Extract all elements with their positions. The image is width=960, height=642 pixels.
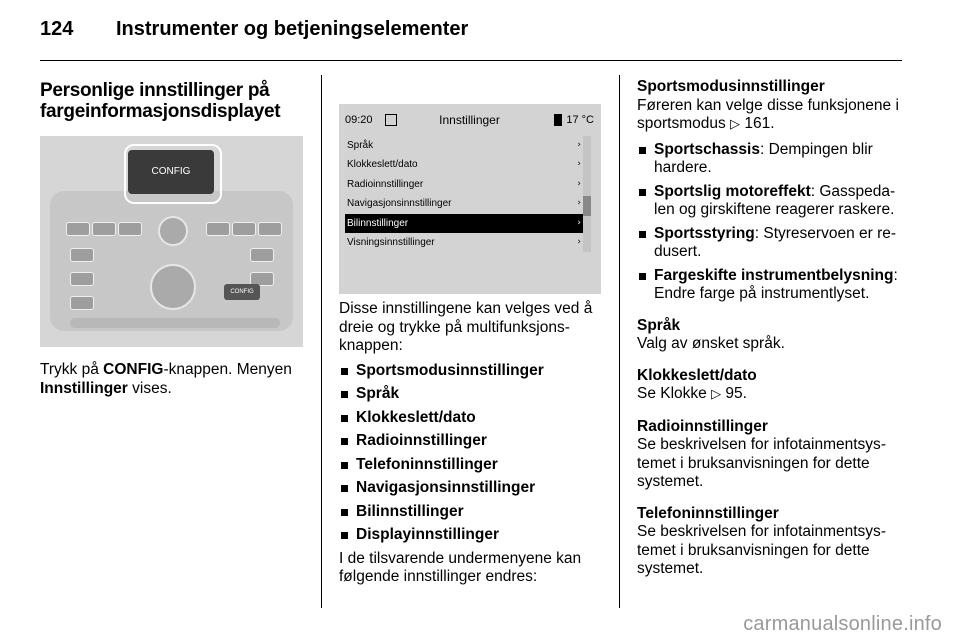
clock-readout: 09:20 bbox=[345, 114, 373, 126]
bullet-square-icon bbox=[341, 509, 348, 516]
bullet-item bbox=[637, 267, 902, 304]
chapter-title: Instrumenter og betjeningselementer bbox=[116, 18, 469, 40]
bullet-item bbox=[339, 456, 601, 475]
chevron-right-icon: › bbox=[577, 178, 581, 189]
language-text: Valg av ønsket språk. bbox=[637, 335, 785, 352]
header-rule bbox=[40, 60, 902, 61]
bullet-square-icon bbox=[639, 231, 646, 238]
bullet-item bbox=[339, 432, 601, 451]
bullet-text: Sportslig motoreffekt: Gasspedalen og girskiftene reagerer raskere. bbox=[654, 182, 896, 218]
sports-list bbox=[637, 141, 902, 304]
bullet-square-icon bbox=[341, 462, 348, 469]
settings-menu-screenshot bbox=[339, 104, 601, 294]
bullet-item bbox=[339, 526, 601, 545]
phone-heading: Telefoninnstillinger bbox=[637, 504, 779, 522]
sports-intro: Føreren kan velge disse funksjonene i sportsmodus ▷ 161. bbox=[637, 96, 899, 132]
bullet-text: Bilinnstillinger bbox=[356, 502, 464, 520]
menu-item[interactable] bbox=[345, 175, 583, 194]
cd-slot bbox=[70, 318, 280, 328]
chevron-right-icon: › bbox=[577, 159, 581, 170]
menu-status-bar bbox=[345, 110, 594, 130]
bullet-item bbox=[339, 362, 601, 381]
clock-icon bbox=[385, 114, 397, 126]
bullet-square-icon bbox=[341, 415, 348, 422]
chevron-right-icon: › bbox=[577, 140, 581, 150]
bullet-square-icon bbox=[341, 368, 348, 375]
bullet-square-icon bbox=[341, 532, 348, 539]
page-header bbox=[40, 18, 468, 41]
radio-heading: Radioinnstillinger bbox=[637, 417, 768, 435]
bullet-text: Radioinnstillinger bbox=[356, 432, 487, 449]
bullet-square-icon bbox=[639, 189, 646, 196]
bullet-text: Telefoninnstillinger bbox=[356, 455, 498, 473]
thermometer-icon bbox=[554, 114, 562, 126]
bullet-item bbox=[339, 503, 601, 522]
bullet-item bbox=[637, 183, 902, 220]
column-divider-1 bbox=[321, 75, 322, 608]
bullet-text: Displayinnstillinger bbox=[356, 526, 499, 543]
column-1 bbox=[40, 80, 303, 398]
bullet-text: Klokkeslett/dato bbox=[356, 408, 476, 426]
menu-title: Innstillinger bbox=[439, 113, 500, 127]
bullet-text: Fargeskifte instrumentbelysning: Endre farge på instrumentlyset. bbox=[654, 266, 898, 302]
bullet-text: Sportsmodusinnstillinger bbox=[356, 361, 544, 379]
phone-text: Se beskrivelsen for infotainmentsystemet i bruksanvisningen for dette systemet. bbox=[637, 523, 886, 577]
bullet-square-icon bbox=[341, 391, 348, 398]
bullet-square-icon bbox=[639, 273, 646, 280]
volume-knob bbox=[158, 216, 188, 246]
menu-item[interactable] bbox=[345, 136, 583, 155]
menu-item-label: Bilinnstillinger bbox=[347, 217, 409, 229]
language-heading: Språk bbox=[637, 316, 681, 334]
bullet-square-icon bbox=[341, 438, 348, 445]
radio-text: Se beskrivelsen for infotainmentsystemet i bruksanvisningen for dette systemet. bbox=[637, 436, 886, 490]
reference-arrow-icon: ▷ bbox=[711, 387, 722, 402]
column-2 bbox=[339, 300, 601, 587]
bullet-item bbox=[637, 141, 902, 178]
menu-item-label: Radioinnstillinger bbox=[347, 178, 424, 190]
instruction-text: Trykk på CONFIG-knappen. Menyen Innstillinger vises. bbox=[40, 361, 292, 397]
reference-arrow-icon: ▷ bbox=[730, 117, 741, 132]
chevron-right-icon: › bbox=[577, 198, 581, 209]
menu-item[interactable] bbox=[345, 194, 583, 213]
dashboard-photo bbox=[40, 136, 303, 347]
menu-scrollbar bbox=[583, 136, 591, 252]
menu-item-label: Navigasjonsinnstillinger bbox=[347, 198, 452, 210]
menu-item[interactable] bbox=[345, 155, 583, 174]
menu-item[interactable] bbox=[345, 233, 583, 252]
page-number: 124 bbox=[40, 18, 74, 40]
column-3 bbox=[637, 78, 902, 579]
menu-list bbox=[345, 136, 583, 252]
section-heading: Personlige innstillinger på fargeinformasjonsdisplayet bbox=[40, 80, 281, 122]
menu-item-label: Klokkeslett/dato bbox=[347, 159, 418, 171]
bullet-item bbox=[339, 479, 601, 498]
bullet-item bbox=[339, 409, 601, 428]
bullet-text: Navigasjonsinnstillinger bbox=[356, 479, 536, 496]
display-screen: CONFIG bbox=[128, 150, 214, 194]
magnifier-callout bbox=[124, 144, 222, 204]
clock-heading: Klokkeslett/dato bbox=[637, 366, 757, 384]
bullet-text: Språk bbox=[356, 385, 400, 402]
config-button: CONFIG bbox=[224, 284, 260, 300]
column-divider-2 bbox=[619, 75, 620, 608]
clock-text: Se Klokke ▷ 95. bbox=[637, 385, 747, 402]
scrollbar-thumb bbox=[583, 196, 591, 216]
watermark: carmanualsonline.info bbox=[743, 613, 942, 635]
multifunction-knob bbox=[150, 264, 196, 310]
settings-list bbox=[339, 362, 601, 545]
temperature-readout: 17 °C bbox=[536, 114, 594, 126]
bullet-text: Sportschassis: Dempingen blir hardere. bbox=[654, 140, 873, 176]
sports-heading: Sportsmodusinnstillinger bbox=[637, 78, 825, 95]
chevron-right-icon: › bbox=[577, 236, 581, 247]
chevron-right-icon: › bbox=[577, 217, 581, 228]
bullet-item bbox=[339, 385, 601, 404]
bullet-square-icon bbox=[639, 147, 646, 154]
menu-item-label: Visningsinnstillinger bbox=[347, 236, 435, 248]
menu-item[interactable] bbox=[345, 214, 583, 233]
bullet-text: Sportsstyring: Styreservoen er redusert. bbox=[654, 224, 897, 260]
outro-text: I de tilsvarende undermenyene kan følgende innstillinger endres: bbox=[339, 549, 582, 585]
bullet-item bbox=[637, 225, 902, 262]
bullet-square-icon bbox=[341, 485, 348, 492]
menu-item-label: Språk bbox=[347, 140, 374, 151]
intro-text: Disse innstillingene kan velges ved å dreie og trykke på multifunksjonsknappen: bbox=[339, 300, 593, 354]
